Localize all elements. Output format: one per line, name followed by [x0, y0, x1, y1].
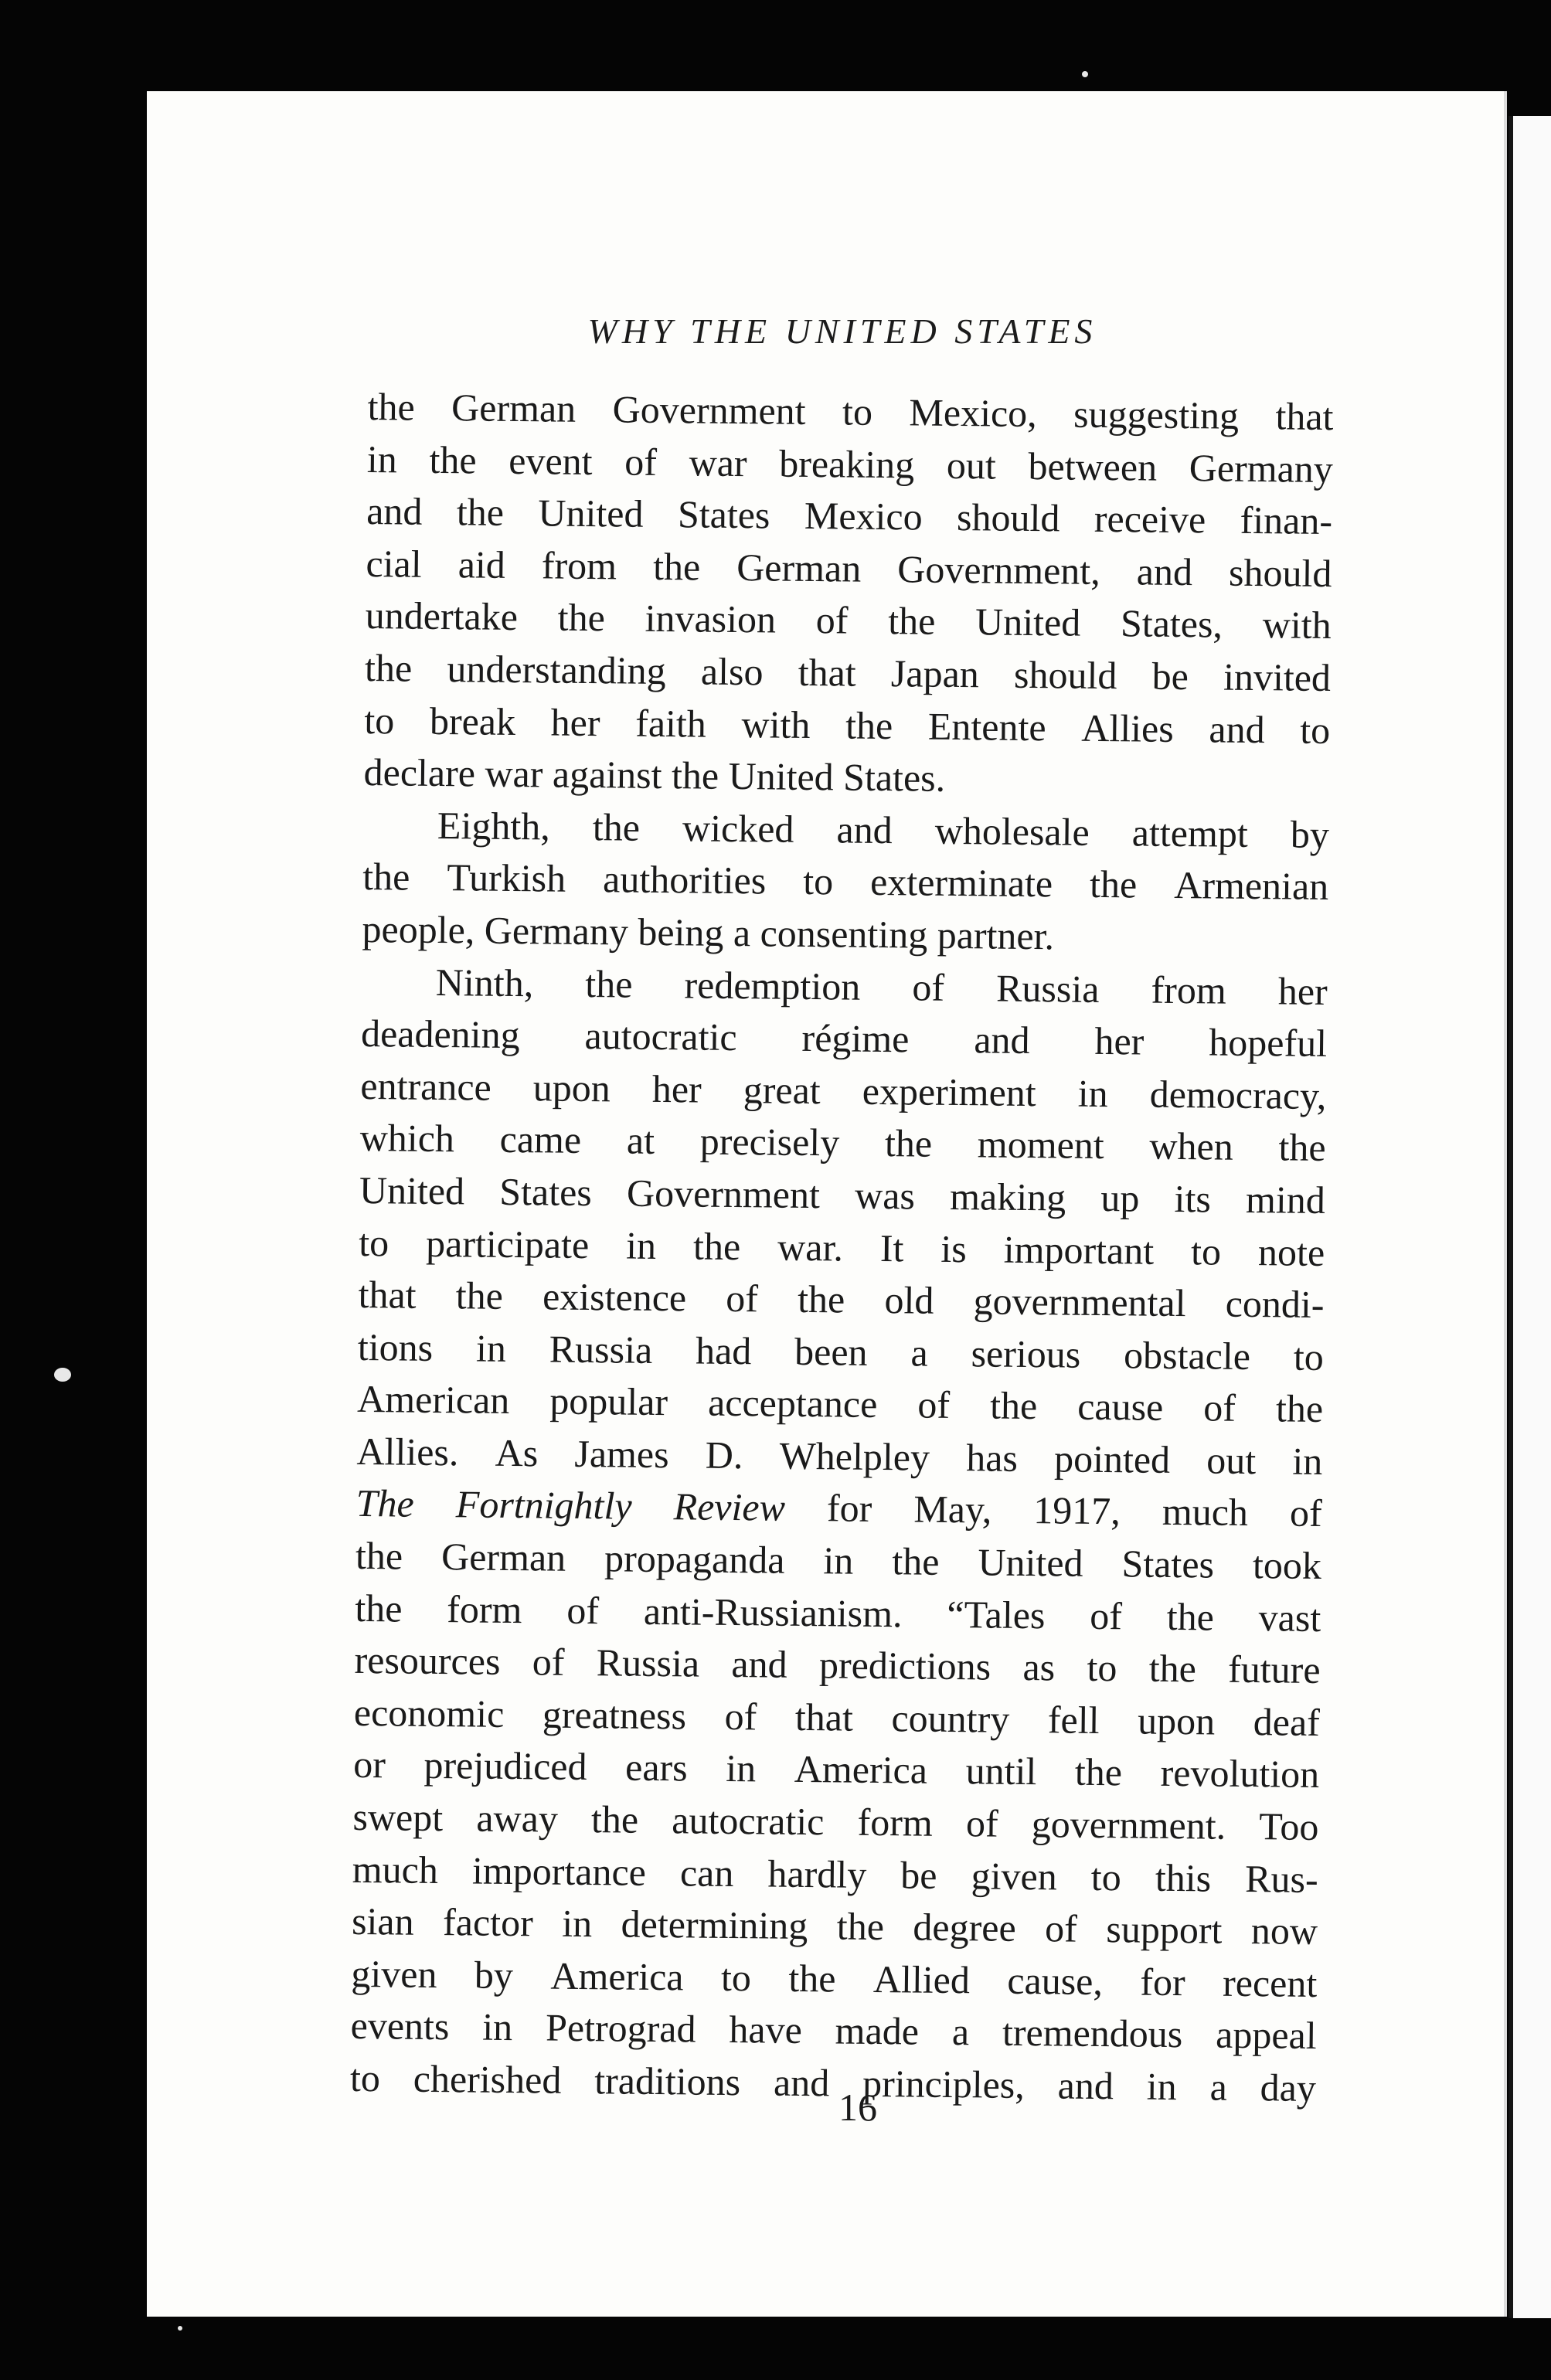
word: cause,: [1007, 1958, 1104, 2003]
word: that: [1275, 394, 1334, 439]
word: in: [625, 1223, 657, 1267]
word: the: [1074, 1750, 1123, 1794]
word: the: [989, 1383, 1038, 1428]
word: democracy,: [1149, 1072, 1327, 1117]
word: Mexico: [804, 494, 923, 539]
word: now: [1250, 1909, 1318, 1953]
word: recent: [1222, 1960, 1318, 2005]
word: can: [679, 1850, 734, 1895]
word: old: [884, 1278, 934, 1322]
word: It: [879, 1226, 904, 1270]
word: also: [700, 649, 764, 694]
word: greatness: [542, 1692, 687, 1738]
running-head: WHY THE UNITED STATES: [587, 311, 1097, 351]
word: sian: [351, 1899, 414, 1943]
word: of: [1289, 1491, 1322, 1535]
word: to: [359, 1220, 389, 1264]
word: hopeful: [1209, 1020, 1328, 1066]
word: mind: [1245, 1177, 1326, 1222]
word: Review: [673, 1484, 786, 1530]
word: by: [474, 1953, 514, 1997]
word: of: [815, 598, 849, 642]
text-line: [367, 434, 1334, 496]
word: and: [836, 808, 893, 852]
word: much: [1162, 1490, 1249, 1535]
word: “Tales: [947, 1592, 1046, 1637]
word: and: [1136, 549, 1193, 593]
word: be: [1151, 654, 1189, 699]
line-text: declare war against the United States.: [363, 750, 946, 801]
word: America: [550, 1953, 684, 1999]
word: appeal: [1215, 2013, 1317, 2058]
word: predictions: [818, 1643, 991, 1688]
word: Eighth,: [437, 803, 551, 848]
word: important: [1003, 1227, 1155, 1273]
word: Whelpley: [779, 1433, 930, 1479]
word: day: [1260, 2066, 1317, 2110]
word: moment: [977, 1122, 1105, 1168]
word: condi-: [1225, 1281, 1325, 1327]
word: finan-: [1240, 498, 1333, 543]
word: the: [592, 804, 641, 849]
word: the: [355, 1586, 403, 1630]
word: in: [562, 1901, 593, 1946]
word: Allies.: [356, 1429, 459, 1474]
word: States: [677, 492, 770, 537]
word: States: [499, 1169, 593, 1214]
word: tions: [357, 1324, 434, 1369]
word: James: [574, 1431, 669, 1477]
text-line: [362, 851, 1329, 913]
word: anti-Russianism.: [643, 1589, 903, 1635]
word: until: [965, 1749, 1037, 1794]
word: cherished: [413, 2056, 562, 2102]
word: the: [362, 855, 410, 899]
word: the: [367, 384, 416, 429]
word: a: [910, 1331, 929, 1375]
word: importance: [471, 1848, 647, 1894]
word: in: [1146, 2064, 1178, 2109]
word: economic: [353, 1690, 505, 1736]
word: at: [626, 1118, 655, 1163]
word: the: [1148, 1646, 1197, 1691]
word: have: [729, 2008, 803, 2052]
word: the: [892, 1539, 940, 1583]
word: was: [854, 1173, 916, 1218]
word: existence: [542, 1274, 687, 1320]
word: Russia: [995, 966, 1100, 1011]
word: for: [826, 1486, 872, 1531]
word: May,: [913, 1487, 992, 1532]
word: traditions: [594, 2059, 741, 2104]
word: with: [741, 702, 811, 746]
word: fell: [1047, 1698, 1100, 1742]
word: of: [1044, 1906, 1078, 1950]
word: break: [429, 699, 516, 743]
word: Petrograd: [545, 2005, 696, 2051]
word: form: [447, 1586, 522, 1631]
word: in: [823, 1538, 854, 1583]
word: by: [1290, 812, 1330, 856]
word: principles,: [862, 2061, 1025, 2107]
word: should: [1228, 550, 1332, 595]
word: war: [689, 440, 747, 484]
body-text: [350, 381, 1334, 2115]
word: the: [1166, 1594, 1215, 1639]
word: to: [349, 2055, 381, 2100]
word: precisely: [699, 1119, 840, 1164]
word: Government: [612, 387, 806, 433]
word: invasion: [645, 597, 777, 641]
word: As: [495, 1430, 539, 1475]
word: Government,: [897, 546, 1101, 593]
word: between: [1028, 444, 1158, 489]
word: and: [731, 1642, 787, 1687]
word: United: [974, 600, 1081, 645]
word: cial: [366, 541, 422, 586]
word: or: [352, 1742, 386, 1787]
word: Ninth,: [435, 960, 534, 1005]
word: factor: [442, 1900, 534, 1945]
word: upon: [1137, 1698, 1216, 1743]
word: the: [836, 1904, 885, 1949]
word: to: [802, 859, 834, 903]
word: tremendous: [1002, 2011, 1183, 2056]
word: up: [1100, 1175, 1140, 1220]
word: attempt: [1131, 811, 1249, 855]
word: had: [695, 1328, 752, 1372]
word: country: [891, 1696, 1010, 1741]
word: for: [1140, 1960, 1185, 2004]
word: note: [1257, 1229, 1325, 1274]
word: régime: [801, 1016, 910, 1061]
word: making: [949, 1174, 1066, 1219]
word: vast: [1258, 1595, 1321, 1640]
word: of: [917, 1382, 951, 1427]
word: from: [1151, 967, 1227, 1012]
word: the: [455, 1273, 504, 1318]
word: American: [356, 1377, 510, 1423]
word: of: [566, 1588, 600, 1632]
word: authorities: [602, 857, 767, 903]
word: popular: [549, 1379, 668, 1424]
word: of: [912, 964, 945, 1009]
word: in: [475, 1326, 507, 1370]
word: deadening: [360, 1012, 520, 1057]
word: in: [1077, 1071, 1108, 1115]
word: the: [429, 437, 477, 482]
word: understanding: [447, 647, 667, 693]
word: wholesale: [934, 808, 1090, 854]
word: Entente: [927, 704, 1046, 749]
word: deaf: [1253, 1699, 1321, 1744]
word: the: [788, 1956, 836, 2001]
word: and: [1057, 2063, 1114, 2108]
word: government.: [1031, 1802, 1226, 1848]
line-text: people, Germany being a consenting partner.: [362, 906, 1055, 958]
word: ears: [624, 1746, 688, 1790]
word: United: [978, 1540, 1083, 1585]
word: the: [364, 645, 413, 690]
word: hardly: [767, 1851, 867, 1896]
word: the: [590, 1797, 639, 1841]
word: and: [974, 1018, 1030, 1062]
word: suggesting: [1073, 392, 1240, 437]
word: experiment: [862, 1069, 1037, 1114]
next-page-edge: [1508, 116, 1551, 2318]
word: in: [366, 437, 398, 481]
word: entrance: [360, 1063, 492, 1109]
word: out: [946, 443, 997, 488]
word: resources: [354, 1638, 501, 1684]
word: revolution: [1160, 1751, 1320, 1797]
word: cause: [1077, 1384, 1164, 1430]
word: Japan: [890, 651, 980, 696]
word: Fortnightly: [455, 1482, 632, 1528]
word: of: [624, 440, 658, 484]
word: to: [1300, 708, 1331, 752]
word: that: [358, 1273, 417, 1317]
word: in: [482, 2005, 513, 2049]
word: of: [1203, 1386, 1236, 1430]
word: pointed: [1053, 1436, 1171, 1481]
word: given: [971, 1853, 1058, 1899]
word: invited: [1223, 654, 1332, 700]
word: Allied: [872, 1957, 971, 2002]
word: acceptance: [707, 1380, 878, 1426]
word: and: [1209, 706, 1265, 751]
word: receive: [1094, 497, 1206, 542]
word: the: [884, 1121, 933, 1166]
word: Government: [626, 1171, 821, 1217]
word: which: [359, 1116, 455, 1161]
word: when: [1149, 1124, 1234, 1169]
word: obstacle: [1123, 1333, 1251, 1378]
word: faith: [634, 701, 707, 746]
word: great: [743, 1067, 821, 1112]
word: has: [965, 1436, 1019, 1480]
word: redemption: [684, 962, 861, 1008]
word: degree: [913, 1905, 1016, 1950]
word: Germany: [1189, 445, 1334, 491]
word: the: [652, 544, 701, 589]
word: form: [857, 1800, 934, 1844]
word: much: [352, 1847, 439, 1892]
word: and: [366, 489, 423, 533]
word: her: [550, 700, 600, 744]
word: the: [355, 1533, 403, 1578]
word: been: [794, 1329, 868, 1374]
word: swept: [352, 1794, 444, 1840]
word: serious: [971, 1331, 1081, 1376]
word: away: [476, 1796, 559, 1841]
word: support: [1106, 1907, 1223, 1952]
word: of: [532, 1640, 565, 1685]
word: States,: [1120, 601, 1223, 646]
word: Too: [1259, 1804, 1319, 1849]
word: upon: [532, 1066, 611, 1110]
word: 1917,: [1033, 1488, 1121, 1533]
word: as: [1022, 1645, 1056, 1689]
word: took: [1252, 1543, 1322, 1588]
word: America: [794, 1747, 928, 1793]
word: breaking: [779, 441, 915, 487]
word: of: [965, 1801, 998, 1845]
word: Russia: [549, 1327, 653, 1372]
word: propaganda: [604, 1536, 785, 1582]
word: should: [956, 495, 1060, 540]
word: given: [351, 1951, 437, 1996]
word: from: [541, 543, 617, 588]
word: is: [940, 1226, 968, 1270]
word: States: [1121, 1542, 1215, 1586]
word: her: [1094, 1019, 1145, 1063]
scan-speck: [178, 2326, 182, 2331]
word: German: [736, 545, 862, 590]
word: out: [1206, 1438, 1257, 1482]
page-number: 16: [838, 2086, 877, 2129]
word: autocratic: [672, 1798, 825, 1844]
scan-speck: [1082, 71, 1088, 77]
word: to: [1087, 1646, 1117, 1690]
text-line: [359, 1216, 1325, 1279]
word: came: [499, 1117, 582, 1162]
word: war.: [777, 1225, 844, 1269]
word: Armenian: [1173, 863, 1329, 909]
word: that: [798, 650, 857, 695]
word: the: [456, 490, 505, 535]
word: prejudiced: [423, 1743, 587, 1789]
word: Allies: [1081, 706, 1175, 750]
word: of: [726, 1277, 759, 1321]
word: a: [951, 2010, 970, 2054]
word: German: [440, 1535, 566, 1579]
word: the: [887, 599, 936, 644]
word: wicked: [682, 806, 794, 851]
word: the: [797, 1277, 845, 1321]
word: her: [1277, 968, 1328, 1013]
word: Mexico,: [909, 390, 1037, 436]
word: made: [835, 2008, 920, 2053]
word: future: [1227, 1647, 1321, 1692]
word: the: [1275, 1386, 1324, 1431]
word: should: [1013, 652, 1117, 698]
word: exterminate: [869, 860, 1053, 906]
book-page: [147, 91, 1507, 2317]
word: the: [1089, 862, 1138, 906]
word: her: [651, 1066, 702, 1111]
word: to: [1090, 1855, 1122, 1899]
word: to: [842, 389, 873, 434]
word: Russia: [596, 1640, 700, 1685]
word: that: [794, 1695, 854, 1739]
word: events: [350, 2004, 450, 2048]
word: a: [1209, 2065, 1228, 2109]
word: United: [538, 491, 644, 536]
text-line: [361, 1008, 1328, 1070]
word: of: [724, 1694, 757, 1739]
word: with: [1262, 603, 1332, 648]
word: in: [726, 1746, 757, 1790]
word: the: [692, 1223, 741, 1268]
word: D.: [705, 1433, 743, 1477]
word: the: [585, 961, 633, 1006]
word: the: [845, 703, 893, 747]
word: United: [359, 1168, 465, 1213]
word: in: [1292, 1439, 1323, 1483]
scan-speck: [54, 1368, 71, 1382]
word: its: [1174, 1176, 1212, 1221]
word: the: [557, 595, 606, 640]
word: of: [1089, 1593, 1123, 1637]
word: to: [364, 698, 395, 742]
word: governmental: [973, 1279, 1186, 1325]
word: the: [1278, 1125, 1326, 1170]
word: to: [720, 1955, 752, 2000]
word: to: [1293, 1334, 1325, 1379]
word: be: [900, 1852, 937, 1897]
word: Turkish: [447, 855, 566, 901]
word: this: [1155, 1855, 1212, 1900]
word: event: [508, 438, 593, 483]
word: aid: [457, 542, 506, 586]
word: Rus-: [1244, 1856, 1318, 1901]
word: The: [355, 1481, 415, 1526]
word: autocratic: [584, 1014, 737, 1059]
word: to: [1190, 1229, 1222, 1273]
word: determining: [621, 1902, 808, 1948]
word: German: [451, 386, 577, 430]
word: undertake: [365, 593, 519, 639]
word: and: [773, 2060, 830, 2105]
word: participate: [425, 1221, 590, 1266]
